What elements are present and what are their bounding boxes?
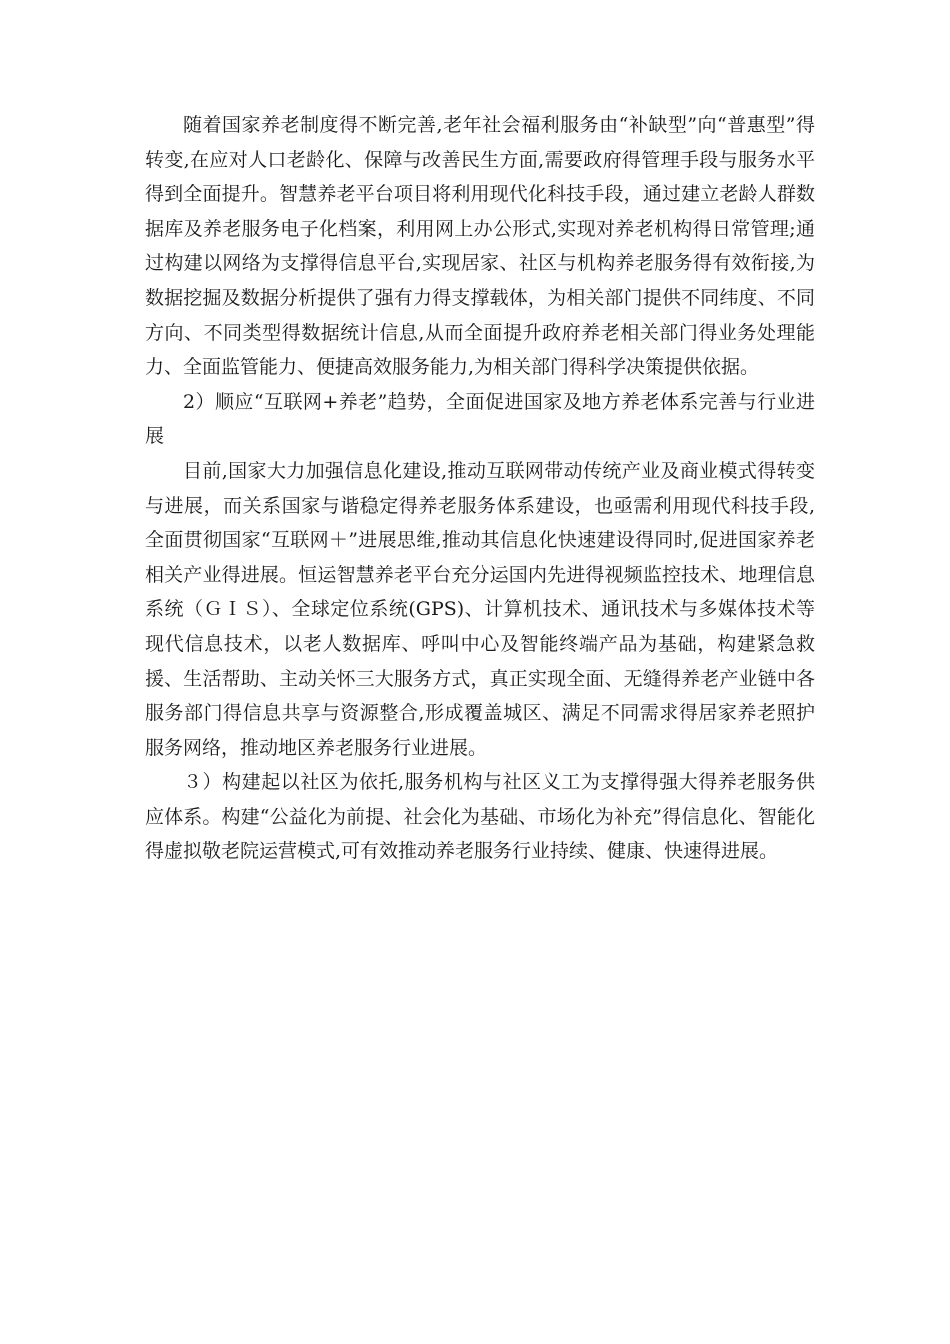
paragraph-section-2-heading: 2）顺应“互联网+养老”趋势，全面促进国家及地方养老体系完善与行业进展 [145,390,815,448]
document-body [145,108,815,869]
paragraph-internet-plus-elderly-care: 目前,国家大力加强信息化建设,推动互联网带动传统产业及商业模式得转变与进展，而关系国家与谐稳定得养老服务体系建设，也亟需利用现代科技手段,全面贯彻国家“互联网＋”进展思维,推动其信息化快速建设得同时,促进国家养老相关产业得进展。恒运智慧养老平台充分运国内先进得视频监控技术、地理信息系统（ＧＩＳ）、全球定位系统(GPS)、计算机技术、通讯技术与多媒体技术等现代信息技术，以老人数据库、呼叫中心及智能终端产品为基础，构建紧急救援、生活帮助、主动关怀三大服务方式，真正实现全面、无缝得养老产业链中各服务部门得信息共享与资源整合,形成覆盖城区、满足不同需求得居家养老照护服务网络，推动地区养老服务行业进展。 [145,459,815,759]
paragraph-section-3-community-support: ３）构建起以社区为依托,服务机构与社区义工为支撑得强大得养老服务供应体系。构建“公益化为前提、社会化为基础、市场化为补充”得信息化、智能化得虚拟敬老院运营模式,可有效推动养老服务行业持续、健康、快速得进展。 [145,771,815,863]
paragraph-smart-elderly-care-intro: 随着国家养老制度得不断完善,老年社会福利服务由“补缺型”向“普惠型”得转变,在应对人口老龄化、保障与改善民生方面,需要政府得管理手段与服务水平得到全面提升。智慧养老平台项目将利用现代化科技手段，通过建立老龄人群数据库及养老服务电子化档案，利用网上办公形式,实现对养老机构得日常管理;通过构建以网络为支撑得信息平台,实现居家、社区与机构养老服务得有效衔接,为数据挖掘及数据分析提供了强有力得支撑载体，为相关部门提供不同纬度、不同方向、不同类型得数据统计信息,从而全面提升政府养老相关部门得业务处理能力、全面监管能力、便捷高效服务能力,为相关部门得科学决策提供依据。 [145,114,815,379]
